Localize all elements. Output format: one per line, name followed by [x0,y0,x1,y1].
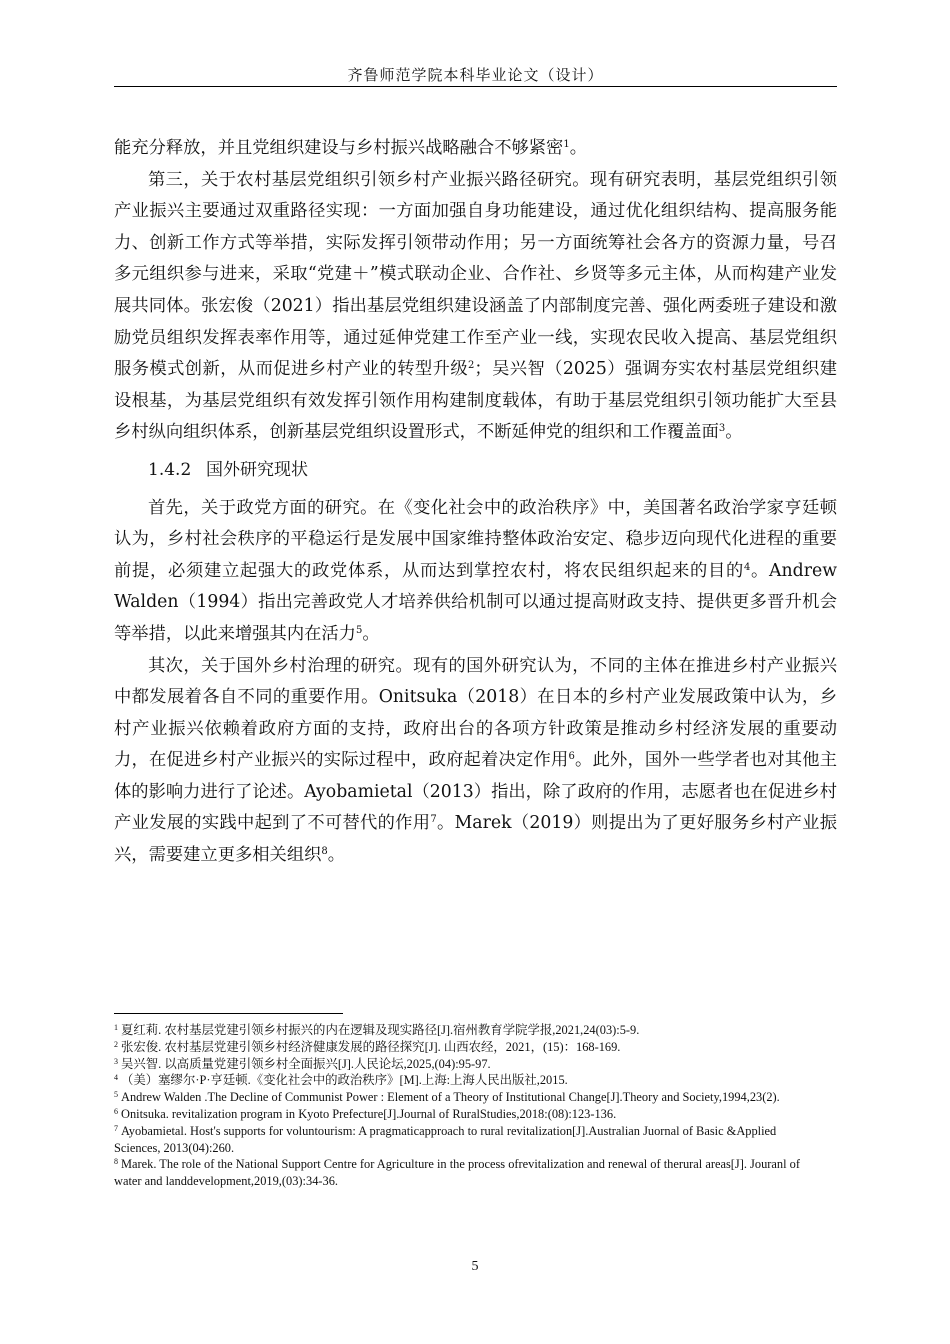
footnote-number: 8 [114,1157,118,1167]
footnote-ref[interactable]: 3 [718,423,726,435]
paragraph-first-point: 首先，关于政党方面的研究。在《变化社会中的政治秩序》中，美国著名政治学家亨廷顿认为，乡村社会秩序的平稳运行是发展中国家维持整体政治安定、稳步迈向现代化进程的重要前提，必须建立起强大的政党体系，从而达到掌控农村，将农民组织起来的目的$^4$。Andrew Walden（1994）指出完善政党人才培养供给机制可以通过提高财政支持、提供更多晋升机会等举措，以此来增强其内在活力$^5$。 [114,497,837,644]
footnote [114,1089,814,1106]
footnote-ref[interactable]: 1 [563,139,570,150]
paragraph-third-point: 第三，关于农村基层党组织引领乡村产业振兴路径研究。现有研究表明，基层党组织引领产业振兴主要通过双重路径实现：一方面加强自身功能建设，通过优化组织结构、提高服务能力、创新工作方式等举措，实际发挥引领带动作用；另一方面统筹社会各方的资源力量，号召多元组织参与进来，采取“党建＋”模式联动企业、合作社、乡贤等多元主体，从而构建产业发展共同体。张宏俊（2021）指出基层党组织建设涵盖了内部制度完善、强化两委班子建设和激励党员组织发挥表率作用等，通过延伸党建工作至产业一线，实现农民收入提高、基层党组织服务模式创新，从而促进乡村产业的转型升级$^2$；吴兴智（2025）强调夯实农村基层党组织建设根基，为基层党组织有效发挥引领作用构建制度载体，有助于基层党组织引领功能扩大至县乡村纵向组织体系，创新基层党组织设置形式，不断延伸党的组织和工作覆盖面$^3$。 [114,169,837,443]
footnote-number: 1 [114,1023,118,1032]
footnote-number: 3 [114,1056,118,1066]
paragraph-text: 首先，关于政党方面的研究。在《变化社会中的政治秩序》中，美国著名政治学家亨廷顿认为，乡村社会秩序的平稳运行是发展中国家维持整体政治安定、稳步迈向现代化进程的重要前提，必须建立起强大的政党体系，从而达到掌控农村，将农民组织起来的目的 [114,497,837,581]
footnote-number: 6 [114,1106,118,1116]
footnote [114,1106,814,1123]
footnote [114,1072,814,1089]
footnote-text: Ayobamietal. Host's supports for voluntourism: A pragmaticapproach to rural revitalization[J].Australian Juornal of Basic &Applied Sciences, 2013(04):260. [114,1123,777,1155]
footnote-text: Andrew Walden .The Decline of Communist Power : Element of a Theory of Institutional Change[J].Theory and Society,1994,23(2). [121,1090,780,1105]
footnote-ref[interactable]: 7 [430,814,437,826]
running-header: 齐鲁师范学院本科毕业论文（设计） [347,66,604,84]
footnote-text: Onitsuka. revitalization program in Kyoto Prefecture[J].Journal of RuralStudies,2018:(08):123-136. [121,1106,617,1121]
footnote-text: 夏红莉. 农村基层党建引领乡村振兴的内在逻辑及现实路径[J].宿州教育学院学报,2021,24(03):5-9. [121,1023,640,1037]
paragraph-continuation: 能充分释放，并且党组织建设与乡村振兴战略融合不够紧密$^1$。 [114,138,587,158]
footnote-text: 吴兴智. 以高质量党建引领乡村全面振兴[J].人民论坛,2025,(04):95-97. [121,1056,491,1071]
footnote [114,1039,814,1056]
section-heading [114,455,837,487]
paragraph-text: 能充分释放，并且党组织建设与乡村振兴战略融合不够紧密 [114,138,564,158]
footnote-ref[interactable]: 5 [355,624,363,636]
header-rule [114,86,837,87]
footnote-text: （美）塞缪尔·P·亨廷顿.《变化社会中的政治秩序》[M].上海:上海人民出版社,2015. [121,1073,568,1088]
footnote-separator [114,1013,343,1014]
footnote-ref[interactable]: 8 [321,846,328,858]
footnote-number: 7 [114,1123,118,1133]
footnote-number: 4 [114,1073,118,1083]
footnote [114,1056,814,1073]
paragraph-text: 第三，关于农村基层党组织引领乡村产业振兴路径研究。现有研究表明，基层党组织引领产业振兴主要通过双重路径实现：一方面加强自身功能建设，通过优化组织结构、提高服务能力、创新工作方式等举措，实际发挥引领带动作用；另一方面统筹社会各方的资源力量，号召多元组织参与进来，采取“党建＋”模式联动企业、合作社、乡贤等多元主体，从而构建产业发展共同体。张宏俊（2021）指出基层党组织建设涵盖了内部制度完善、强化两委班子建设和激励党员组织发挥表率作用等，通过延伸党建工作至产业一线，实现农民收入提高、基层党组织服务模式创新，从而促进乡村产业的转型升级 [114,169,837,380]
section-title: 国外研究现状 [206,459,308,480]
footnote-ref[interactable]: 2 [468,360,475,372]
page-number: 5 [471,1259,479,1274]
footnote [114,1156,814,1190]
footnote-text: 张宏俊. 农村基层党建引领乡村经济健康发展的路径探究[J]. 山西农经，2021，(15)：168-169. [121,1039,621,1054]
footnote [114,1022,814,1039]
footnotes [114,1022,814,1190]
section-number: 1.4.2 [148,459,192,480]
footnote-number: 5 [114,1090,118,1100]
body-text [114,133,837,872]
footnote-number: 2 [114,1039,118,1049]
paragraph-second-point: 其次，关于国外乡村治理的研究。现有的国外研究认为，不同的主体在推进乡村产业振兴中都发展着各自不同的重要作用。Onitsuka（2018）在日本的乡村产业发展政策中认为，乡村产业振兴依赖着政府方面的支持，政府出台的各项方针政策是推动乡村经济发展的重要动力，在促进乡村产业振兴的实际过程中，政府起着决定作用$^6$。此外，国外一些学者也对其他主体的影响力进行了论述。Ayobamietal（2013）指出，除了政府的作用，志愿者也在促进乡村产业发展的实践中起到了不可替代的作用$^7$。Marek（2019）则提出为了更好服务乡村产业振兴，需要建立更多相关组织$^8$。 [114,655,837,866]
footnote-text: Marek. The role of the National Support Centre for Agriculture in the process ofrevitalization and renewal of therural areas[J]. Jouranl of water and landdevelopment,2019,(03):34-36. [114,1157,800,1189]
footnote-ref[interactable]: 4 [743,561,751,573]
footnote-ref[interactable]: 6 [568,751,575,763]
paragraph-text: 其次，关于国外乡村治理的研究。现有的国外研究认为，不同的主体在推进乡村产业振兴中都发展着各自不同的重要作用。Onitsuka（2018）在日本的乡村产业发展政策中认为，乡村产业振兴依赖着政府方面的支持，政府出台的各项方针政策是推动乡村经济发展的重要动力，在促进乡村产业振兴的实际过程中，政府起着决定作用 [114,655,837,771]
footnote [114,1123,814,1157]
